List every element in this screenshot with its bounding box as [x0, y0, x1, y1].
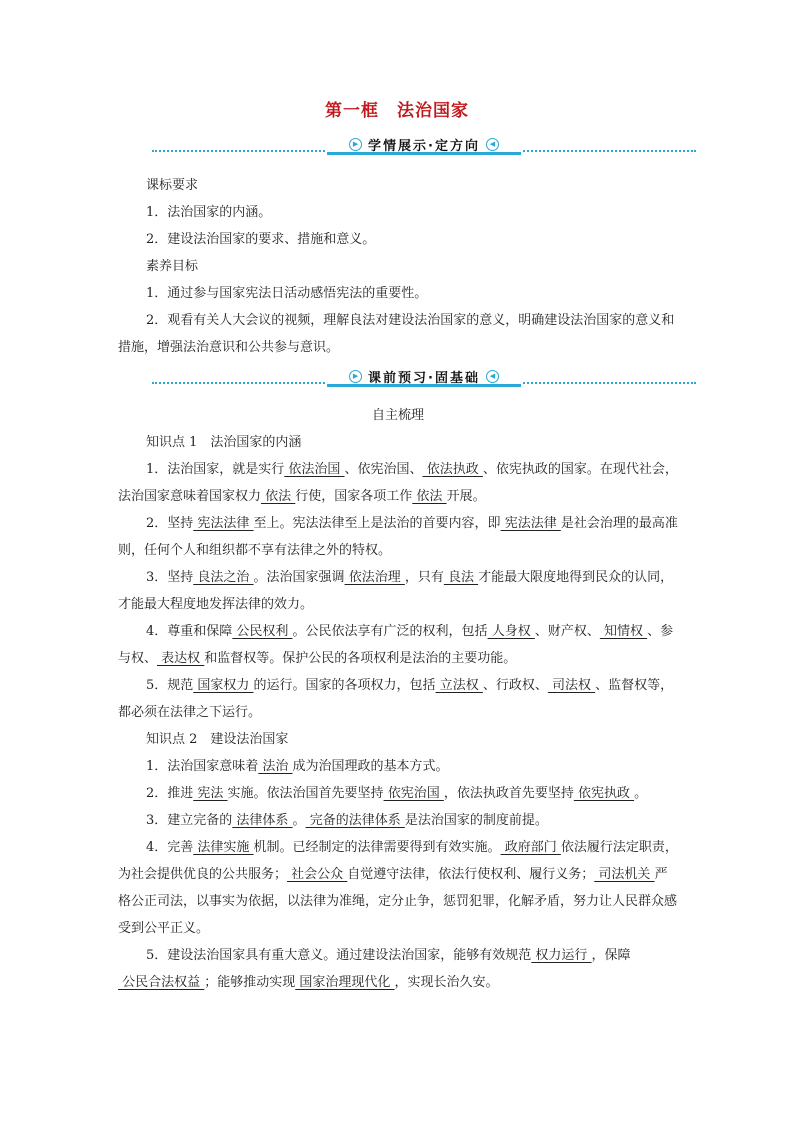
kp2-paragraph-4	[118, 834, 678, 942]
answer-blank: 依宪治国	[383, 786, 444, 801]
kp2-paragraph-1	[118, 753, 678, 780]
text: 才能最大限度地得到民众的认同，才能最大程度地发挥法律的效力。	[118, 570, 674, 612]
text: 是法治国家的制度前提。	[404, 813, 548, 828]
play-left-icon: ◀	[486, 138, 499, 151]
answer-blank: 依法	[412, 489, 447, 504]
text: ，实现长治久安。	[394, 975, 499, 990]
answer-blank: 国家治理现代化	[295, 975, 395, 990]
play-right-icon: ▶	[349, 370, 362, 383]
kp2-paragraph-2	[118, 780, 678, 807]
kebiao-item: 1．法治国家的内涵。	[146, 205, 272, 220]
banner-pill	[327, 368, 521, 387]
text: 行使，国家各项工作	[295, 489, 413, 504]
text: ，只有	[404, 570, 444, 585]
text: 3．坚持	[146, 570, 194, 585]
kp1-paragraph-2	[118, 510, 678, 564]
text: ；能够推动实现	[204, 975, 296, 990]
answer-blank: 社会公众	[287, 867, 348, 882]
text: 开展。	[446, 489, 486, 504]
answer-blank: 公民权利	[232, 624, 293, 639]
text: 。公民依法享有广泛的权利，包括	[292, 624, 488, 639]
answer-blank: 良法之治	[193, 570, 254, 585]
text: 是社会治理的最高准则，任何个人和组织都不享有法律之外的特权。	[118, 516, 678, 558]
text: 至上。宪法法律至上是法治的首要内容，即	[253, 516, 501, 531]
banner-label: 学情展示·定方向	[368, 138, 480, 154]
text: 、财产权、	[534, 624, 600, 639]
answer-blank: 宪法法律	[193, 516, 254, 531]
text: ，保障	[591, 948, 631, 963]
section-banner-study	[152, 136, 696, 156]
section-banner-preview	[152, 368, 696, 388]
answer-blank: 良法	[443, 570, 479, 585]
kebiao-item: 2．建设法治国家的要求、措施和意义。	[146, 232, 376, 247]
play-left-icon: ◀	[486, 370, 499, 383]
banner-pill	[327, 136, 521, 155]
text: 、参与权、	[118, 624, 674, 666]
text: 和监督权等。保护公民的各项权利是法治的主要功能。	[204, 651, 517, 666]
answer-blank: 权力运行	[531, 948, 592, 963]
kp1-paragraph-1	[118, 456, 678, 510]
knowledge-point-heading: 知识点 2 建设法治国家	[146, 732, 289, 747]
text: 2．推进	[146, 786, 194, 801]
answer-blank: 法治	[258, 759, 293, 774]
text: 1．法治国家意味着	[146, 759, 259, 774]
text: 、监督权等，都必须在法律之下运行。	[118, 678, 674, 720]
text: 、依宪执政的国家。在现代社会，法治国家意味着国家权力	[118, 462, 678, 504]
text: 1．法治国家，就是实行	[146, 462, 285, 477]
answer-blank: 依宪执政	[573, 786, 635, 801]
text: 、依宪治国、	[344, 462, 423, 477]
text: 自觉遵守法律，依法行使权利、履行义务；	[347, 867, 595, 882]
answer-blank: 依法治国	[284, 462, 345, 477]
answer-blank: 司法权	[547, 678, 596, 693]
text: 依法履行法定职责，为社会提供优良的公共服务；	[118, 840, 678, 882]
preview-content	[118, 402, 678, 996]
answer-blank: 人身权	[487, 624, 535, 639]
page-title: 第一框 法治国家	[325, 101, 469, 121]
kp1-paragraph-5	[118, 672, 678, 726]
text: 。	[634, 786, 648, 801]
answer-blank: 政府部门	[500, 840, 561, 855]
answer-blank: 宪法法律	[500, 516, 561, 531]
answer-blank: 依法	[261, 489, 296, 504]
answer-blank: 法律实施	[193, 840, 254, 855]
subsection-heading: 自主梳理	[371, 408, 424, 423]
answer-blank: 宪法	[193, 786, 228, 801]
kp2-paragraph-5	[118, 942, 678, 996]
text: 2．坚持	[146, 516, 194, 531]
text: 、行政权、	[482, 678, 548, 693]
play-right-icon: ▶	[349, 138, 362, 151]
text: 机制。已经制定的法律需要得到有效实施。	[253, 840, 501, 855]
kp1-paragraph-3	[118, 564, 678, 618]
text: 3．建立完备的	[146, 813, 233, 828]
answer-blank: 立法权	[435, 678, 483, 693]
banner-label: 课前预习·固基础	[368, 370, 480, 386]
answer-blank: 表达权	[157, 651, 205, 666]
suyang-item: 1．通过参与国家宪法日活动感悟宪法的重要性。	[146, 286, 428, 301]
knowledge-point-heading: 知识点 1 法治国家的内涵	[146, 435, 302, 450]
answer-blank: 公民合法权益	[118, 975, 205, 990]
text: 4．完善	[146, 840, 194, 855]
text: 5．规范	[146, 678, 194, 693]
text: 成为治国理政的基本方式。	[292, 759, 449, 774]
answer-blank: 完备的法律体系	[305, 813, 405, 828]
kebiao-heading: 课标要求	[146, 178, 199, 193]
text: 的运行。国家的各项权力，包括	[253, 678, 436, 693]
suyang-heading: 素养目标	[146, 259, 199, 274]
text: 5．建设法治国家具有重大意义。通过建设法治国家，能够有效规范	[146, 948, 532, 963]
objectives-block	[118, 172, 678, 361]
answer-blank: 法律体系	[232, 813, 293, 828]
text: 。	[292, 813, 306, 828]
text: 4．尊重和保障	[146, 624, 233, 639]
text: 实施。依法治国首先要坚持	[227, 786, 384, 801]
text: ，依法执政首先要坚持	[443, 786, 574, 801]
kp2-paragraph-3	[118, 807, 678, 834]
answer-blank: 司法机关	[594, 867, 655, 882]
kp1-paragraph-4	[118, 618, 678, 672]
answer-blank: 依法治理	[344, 570, 405, 585]
suyang-item: 2．观看有关人大会议的视频，理解良法对建设法治国家的意义，明确建设法治国家的意义和措施，增强法治意识和公共参与意识。	[118, 313, 675, 355]
answer-blank: 依法执政	[422, 462, 483, 477]
answer-blank: 国家权力	[193, 678, 254, 693]
text: 严格公正司法，以事实为依据，以法律为准绳，定分止争，惩罚犯罪，化解矛盾，努力让人民群众感受到公平正义。	[118, 867, 678, 936]
answer-blank: 知情权	[599, 624, 648, 639]
text: 。法治国家强调	[253, 570, 345, 585]
